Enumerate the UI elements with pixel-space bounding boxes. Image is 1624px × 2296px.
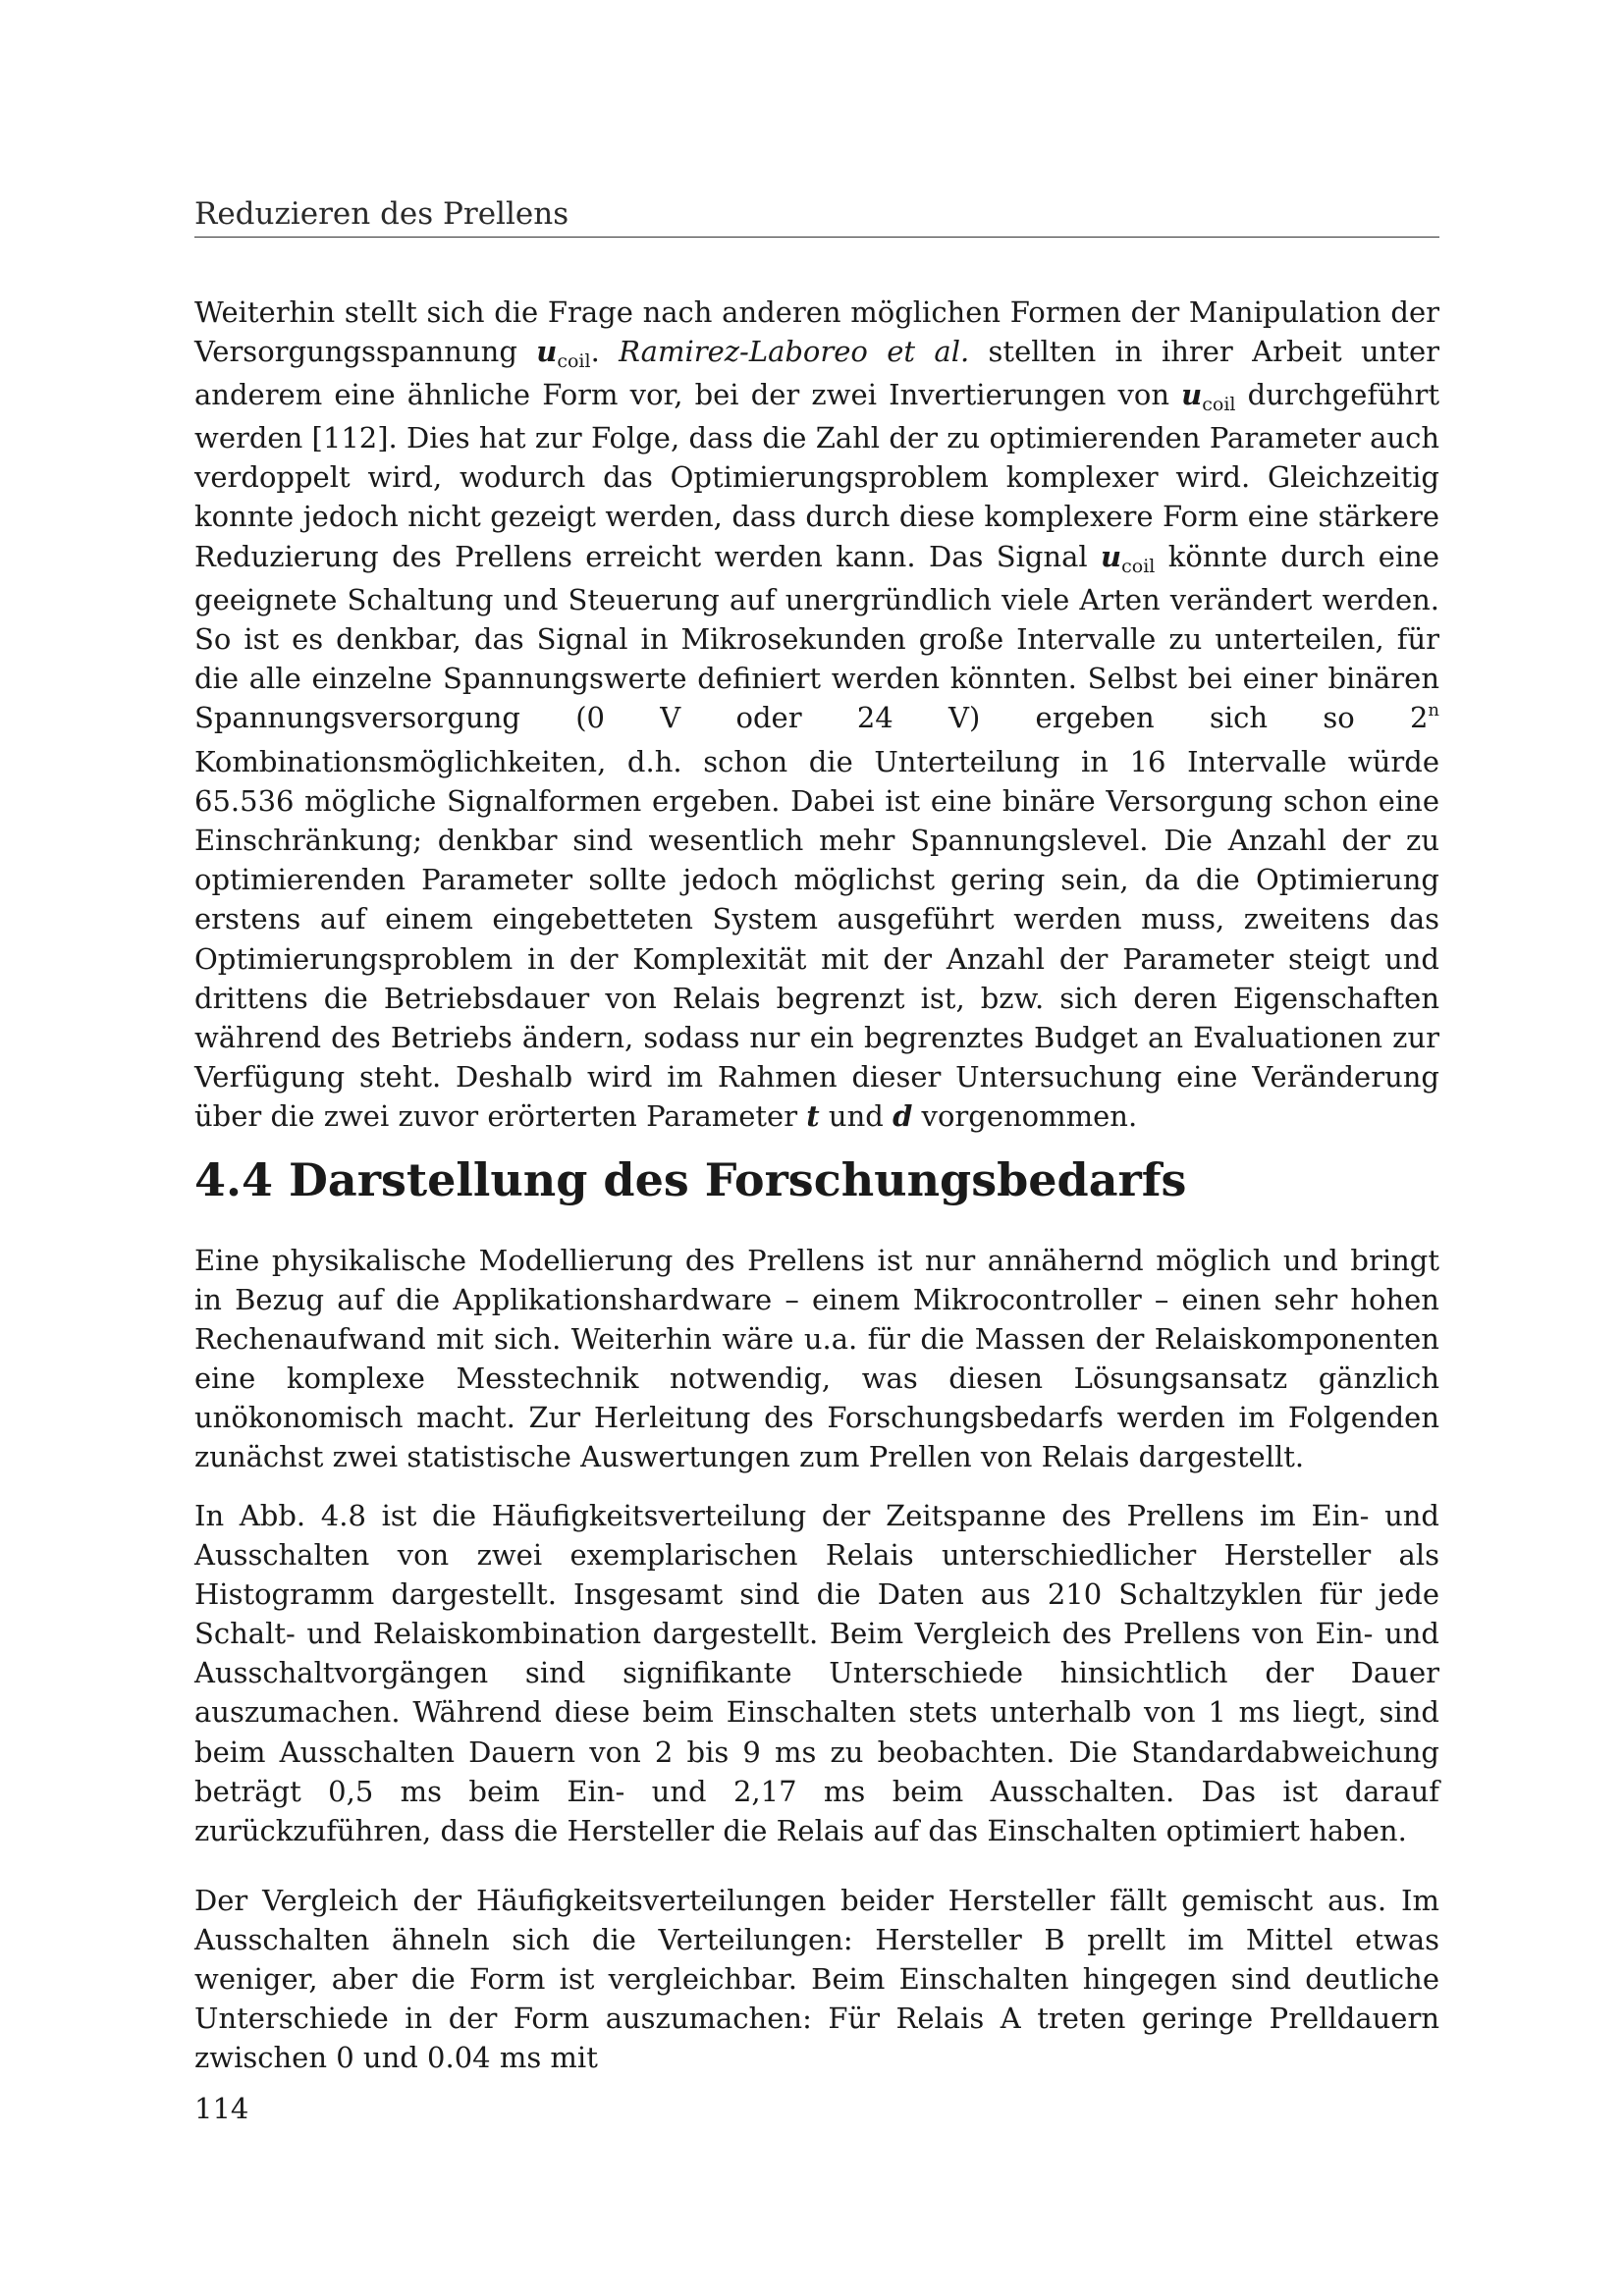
text-run: stellten in ihrer Arbeit unter anderem eine ähnliche Form vor, bei der zwei Invertierungen von: [194, 335, 1439, 412]
paragraph-text: In Abb. 4.8 ist die Häufigkeitsverteilung der Zeitspanne des Prellens im Ein- und Ausschalten von zwei exemplarischen Relais unterschiedlicher Hersteller als Histogramm dargestellt. Insgesamt sind die Daten aus 210 Schaltzyklen für jede Schalt- und Relaiskombination dargestellt. Beim Vergleich des Prellens von Ein- und Ausschaltvorgängen sind signifikante Unterschiede hinsichtlich der Dauer auszumachen. Während diese beim Einschalten stets unterhalb von 1 ms liegt, sind beim Ausschalten Dauern von 2 bis 9 ms zu beobachten. Die Standardabweichung beträgt 0,5 ms beim Ein- und 2,17 ms beim Ausschalten. Das ist darauf zurückzuführen, dass die Hersteller die Relais auf das Einschalten optimiert haben.: [194, 1499, 1439, 1847]
math-variable-u-coil: [1181, 378, 1236, 416]
author-citation: Ramirez-Laboreo et al.: [619, 335, 970, 369]
math-subscript: coil: [1202, 394, 1236, 416]
body-paragraph: [194, 293, 1439, 1136]
page-number: 114: [194, 2092, 249, 2125]
text-run: durchgeführt werden [112]. Dies hat zur Folge, dass die Zahl der zu optimierenden Parameter auch verdoppelt wird, wodurch das Optimierungsproblem komplexer wird. Gleichzeitig konnte jedoch nicht gezeigt werden, dass durch diese komplexere Form eine stärkere Reduzierung des Prellens erreicht werden kann. Das Signal: [194, 378, 1439, 573]
math-variable-t: t: [806, 1098, 820, 1133]
math-subscript: coil: [1121, 555, 1156, 577]
text-run: vorgenommen.: [912, 1098, 1138, 1133]
text-run: Kombinationsmöglichkeiten, d.h. schon die Unterteilung in 16 Intervalle würde 65.536 mögliche Signalformen ergeben. Dabei ist eine binäre Versorgung schon eine Einschränkung; denkbar sind wesentlich mehr Spannungslevel. Die Anzahl der zu optimierenden Parameter sollte jedoch möglichst gering sein, da die Optimierung erstens auf einem eingebetteten System ausgeführt werden muss, zweitens das Optimierungsproblem in der Komplexität mit der Anzahl der Parameter steigt und drittens die Betriebsdauer von Relais begrenzt ist, bzw. sich deren Eigenschaften während des Betriebs ändern, sodass nur ein begrenztes Budget an Evaluationen zur Verfügung steht. Deshalb wird im Rahmen dieser Untersuchung eine Veränderung über die zwei zuvor erörterten Parameter: [194, 745, 1439, 1133]
text-run: und: [819, 1098, 893, 1133]
paragraph-text: Der Vergleich der Häufigkeitsverteilungen beider Hersteller fällt gemischt aus. Im Ausschalten ähneln sich die Verteilungen: Hersteller B prellt im Mittel etwas weniger, aber die Form ist vergleichbar. Beim Einschalten hingegen sind deutliche Unterschiede in der Form auszumachen: Für Relais A treten geringe Prelldauern zwischen 0 und 0.04 ms mit: [194, 1884, 1439, 2075]
math-subscript: coil: [557, 350, 591, 373]
math-variable-u-coil: [1101, 539, 1156, 577]
text-run: Weiterhin stellt sich die Frage nach anderen möglichen Formen der Manipulation der Versorgungsspannung: [194, 295, 1439, 369]
math-variable-u-coil: [536, 335, 591, 373]
math-variable-d: d: [893, 1098, 913, 1133]
math-symbol: u: [1101, 539, 1122, 573]
body-paragraph: [194, 1496, 1439, 1850]
body-paragraph: [194, 1241, 1439, 1477]
math-symbol: u: [1181, 378, 1203, 412]
text-run: könnte durch eine geeignete Schaltung und Steuerung auf unergründlich viele Arten verändert werden. So ist es denkbar, das Signal in Mikrosekunden große Intervalle zu unterteilen, für die alle einzelne Spannungswerte definiert werden könnten. Selbst bei einer binären Spannungsversorgung (0 V oder 24 V) ergeben sich so 2: [194, 539, 1439, 734]
math-superscript: n: [1428, 699, 1439, 721]
text-run: .: [590, 335, 620, 369]
body-paragraph: [194, 1881, 1439, 2077]
section-heading: 4.4 Darstellung des Forschungsbedarfs: [194, 1153, 1187, 1206]
math-symbol: u: [536, 335, 558, 369]
paragraph-text: Eine physikalische Modellierung des Prellens ist nur annähernd möglich und bringt in Bezug auf die Applikationshardware – einem Mikrocontroller – einen sehr hohen Rechenaufwand mit sich. Weiterhin wäre u.a. für die Massen der Relaiskomponenten eine komplexe Messtechnik notwendig, was diesen Lösungsansatz gänzlich unökonomisch macht. Zur Herleitung des Forschungsbedarfs werden im Folgenden zunächst zwei statistische Auswertungen zum Prellen von Relais dargestellt.: [194, 1244, 1439, 1474]
running-header: Reduzieren des Prellens: [194, 192, 1439, 238]
